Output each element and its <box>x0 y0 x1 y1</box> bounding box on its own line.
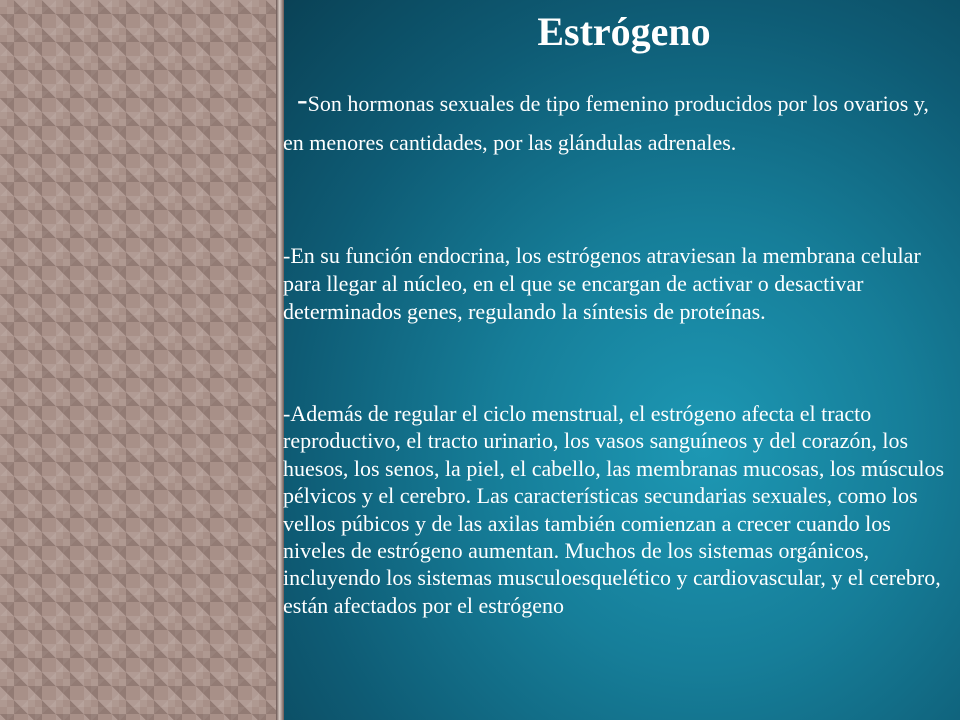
slide-title: Estrógeno <box>537 9 711 54</box>
paragraph-effects: -Además de regular el ciclo menstrual, el estrógeno afecta el tracto reproductivo, el tracto urinario, los vasos sanguíneos y del corazón, los huesos, los senos, la piel, el cabello, las membranas mucosas, los músculos pélvicos y el cerebro. Las características secundarias sexuales, como los vellos púbicos y de las axilas también comienzan a crecer cuando los niveles de estrógeno aumentan. Muchos de los sistemas orgánicos, incluyendo los sistemas musculoesquelético y cardiovascular, y el cerebro, están afectados por el estrógeno <box>283 401 945 618</box>
paragraph-definition <box>283 80 955 162</box>
decorative-pattern-panel <box>0 0 276 720</box>
paragraph-endocrine-function: -En su función endocrina, los estrógenos atraviesan la membrana celular para llegar al núcleo, en el que se encargan de activar o desactivar determinados genes, regulando la síntesis de proteínas. <box>283 243 921 324</box>
paragraph-definition-text: Son hormonas sexuales de tipo femenino producidos por los ovarios y, en menores cantidades, por las glándulas adrenales. <box>283 91 929 155</box>
paragraph-dash: - <box>297 81 308 117</box>
